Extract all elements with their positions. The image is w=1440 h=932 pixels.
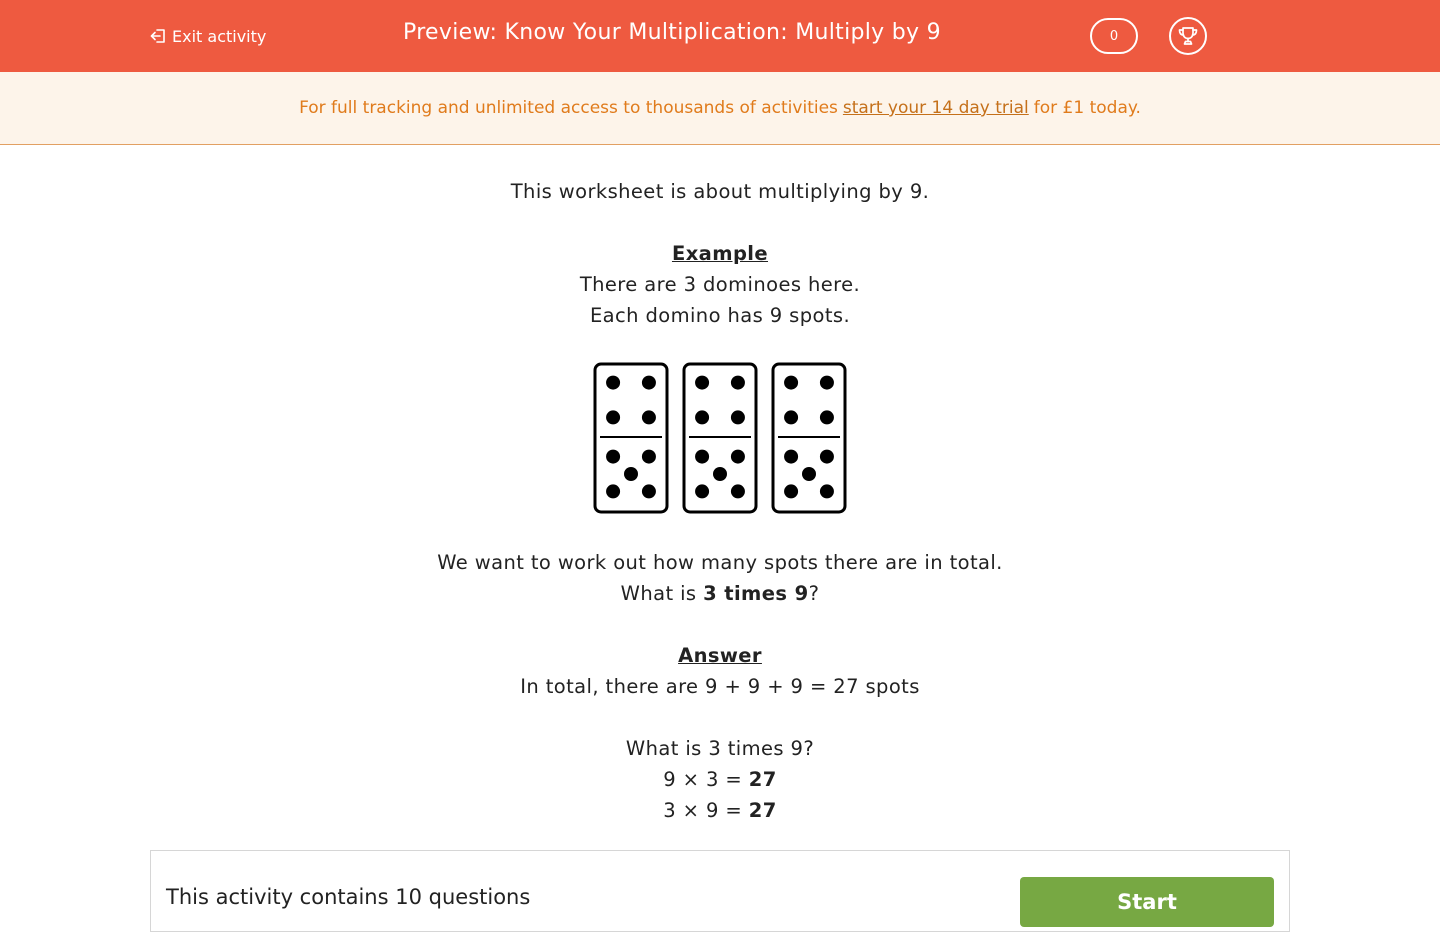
domino-pip: [731, 484, 745, 498]
exit-activity-label: Exit activity: [172, 26, 267, 46]
domino: [771, 362, 847, 514]
answer-question: What is 3 times 9?: [625, 737, 815, 760]
question-count-text: This activity contains 10 questions: [166, 885, 531, 909]
domino-pip: [820, 376, 834, 390]
domino-pip: [695, 410, 709, 424]
domino: [593, 362, 669, 514]
exit-icon: [150, 28, 167, 44]
trial-banner: [0, 72, 1440, 145]
domino-pip: [820, 450, 834, 464]
intro-text: This worksheet is about multiplying by 9.: [510, 180, 930, 203]
domino-pip: [784, 376, 798, 390]
banner-text-end: for £1 today.: [1033, 98, 1141, 118]
domino-pip: [695, 450, 709, 464]
domino-pip: [642, 410, 656, 424]
domino-pip: [802, 467, 816, 481]
domino-pip: [695, 484, 709, 498]
banner-text: For full tracking and unlimited access to thousands of activities: [299, 98, 838, 118]
domino-pip: [606, 484, 620, 498]
domino: [682, 362, 758, 514]
answer-heading: Answer: [678, 644, 762, 667]
domino-pip: [784, 410, 798, 424]
equation-2: 3 × 9 = 27: [663, 799, 777, 822]
domino-pip: [606, 410, 620, 424]
domino-pip: [784, 484, 798, 498]
domino-pip: [695, 376, 709, 390]
domino-pip: [731, 410, 745, 424]
domino-pip: [731, 376, 745, 390]
answer-line: In total, there are 9 + 9 + 9 = 27 spots: [520, 675, 920, 698]
page-title: Preview: Know Your Multiplication: Multiply by 9: [403, 20, 941, 45]
example-line-2: Each domino has 9 spots.: [589, 304, 851, 327]
exit-activity-button[interactable]: [150, 24, 266, 48]
domino-pip: [820, 484, 834, 498]
domino-pip: [642, 450, 656, 464]
domino-illustration: [0, 362, 1440, 514]
start-button[interactable]: Start: [1020, 877, 1274, 927]
domino-pip: [642, 484, 656, 498]
score-counter[interactable]: 0: [1090, 18, 1138, 54]
domino-pip: [606, 450, 620, 464]
domino-pip: [606, 376, 620, 390]
trophy-icon: [1177, 25, 1199, 47]
activity-start-card: [150, 850, 1290, 932]
example-heading: Example: [671, 242, 769, 265]
domino-pip: [624, 467, 638, 481]
domino-pip: [731, 450, 745, 464]
domino-pip: [820, 410, 834, 424]
trophy-button[interactable]: [1169, 17, 1207, 55]
domino-pip: [642, 376, 656, 390]
example-line-1: There are 3 dominoes here.: [579, 273, 861, 296]
worksheet-content: [0, 176, 1440, 826]
top-header: [0, 0, 1440, 72]
start-trial-link[interactable]: start your 14 day trial: [842, 98, 1029, 118]
question-line-2: What is 3 times 9?: [620, 582, 820, 605]
domino-pip: [713, 467, 727, 481]
equation-1: 9 × 3 = 27: [663, 768, 777, 791]
question-line-1: We want to work out how many spots there are in total.: [437, 551, 1003, 574]
domino-pip: [784, 450, 798, 464]
